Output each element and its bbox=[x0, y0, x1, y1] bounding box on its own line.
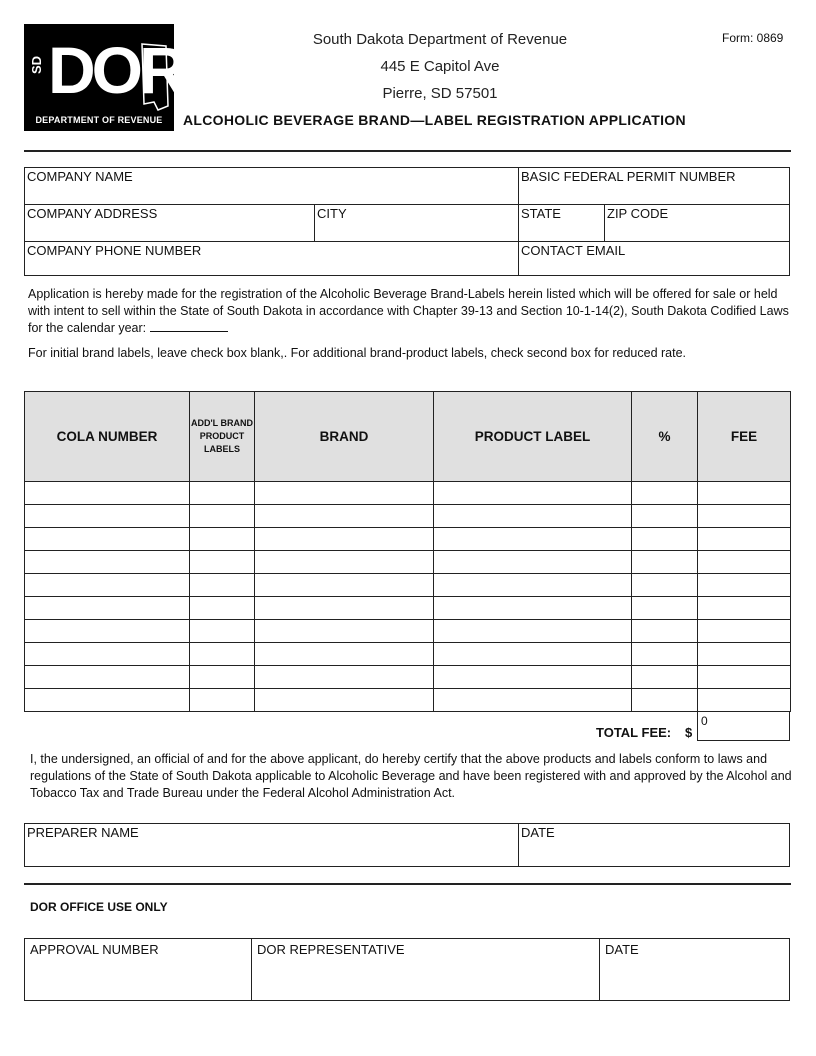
brand-cell[interactable] bbox=[255, 574, 434, 597]
brand-cell[interactable] bbox=[255, 689, 434, 712]
product-label-cell[interactable] bbox=[434, 597, 632, 620]
company-address-field[interactable] bbox=[24, 204, 315, 242]
total-fee-value: 0 bbox=[701, 714, 708, 728]
addl-labels-cell[interactable] bbox=[190, 643, 255, 666]
brand-cell[interactable] bbox=[255, 620, 434, 643]
dor-logo bbox=[24, 24, 183, 131]
addl-labels-cell[interactable] bbox=[190, 597, 255, 620]
preparer-date-label: DATE bbox=[521, 825, 555, 840]
brand-cell[interactable] bbox=[255, 505, 434, 528]
brand-label-table bbox=[24, 391, 791, 712]
table-row bbox=[25, 574, 791, 597]
phone-field[interactable] bbox=[24, 241, 519, 276]
cola-number-cell[interactable] bbox=[25, 551, 190, 574]
fee-cell[interactable] bbox=[698, 689, 791, 712]
addl-labels-cell[interactable] bbox=[190, 620, 255, 643]
total-fee-label: TOTAL FEE: bbox=[596, 725, 672, 740]
check-box-note: For initial brand labels, leave check box blank,. For additional brand-product labels, check second box for reduced rate. bbox=[28, 346, 687, 360]
addl-labels-cell[interactable] bbox=[190, 689, 255, 712]
cola-number-cell[interactable] bbox=[25, 597, 190, 620]
product-label-cell[interactable] bbox=[434, 666, 632, 689]
cola-number-cell[interactable] bbox=[25, 528, 190, 551]
company-address-label: COMPANY ADDRESS bbox=[27, 206, 158, 221]
company-name-field[interactable] bbox=[24, 167, 519, 205]
table-row bbox=[25, 551, 791, 574]
approval-number-label: APPROVAL NUMBER bbox=[30, 942, 159, 957]
office-use-heading: DOR OFFICE USE ONLY bbox=[30, 900, 168, 914]
fee-cell[interactable] bbox=[698, 482, 791, 505]
zip-code-field[interactable] bbox=[604, 204, 790, 242]
logo-subtitle: DEPARTMENT OF REVENUE bbox=[35, 115, 163, 125]
addl-labels-cell[interactable] bbox=[190, 666, 255, 689]
form-number: Form: 0869 bbox=[722, 31, 784, 45]
table-row bbox=[25, 505, 791, 528]
table-row bbox=[25, 666, 791, 689]
brand-cell[interactable] bbox=[255, 643, 434, 666]
header-divider bbox=[24, 150, 791, 152]
table-header-row bbox=[25, 392, 791, 482]
approval-number-field[interactable] bbox=[24, 938, 252, 1001]
brand-cell[interactable] bbox=[255, 666, 434, 689]
preparer-name-field[interactable] bbox=[24, 823, 519, 867]
preparer-name-label: PREPARER NAME bbox=[27, 825, 139, 840]
addl-labels-cell[interactable] bbox=[190, 551, 255, 574]
percent-cell[interactable] bbox=[632, 528, 698, 551]
preparer-date-field[interactable] bbox=[518, 823, 790, 867]
addl-labels-cell[interactable] bbox=[190, 574, 255, 597]
percent-cell[interactable] bbox=[632, 505, 698, 528]
federal-permit-field[interactable] bbox=[518, 167, 790, 205]
city-field[interactable] bbox=[314, 204, 519, 242]
logo-sd-text: SD bbox=[29, 55, 44, 74]
state-label: STATE bbox=[521, 206, 561, 221]
col-header-product-label: PRODUCT LABEL bbox=[434, 392, 632, 482]
agency-city: Pierre, SD 57501 bbox=[382, 85, 498, 102]
email-field[interactable] bbox=[518, 241, 790, 276]
cola-number-cell[interactable] bbox=[25, 482, 190, 505]
percent-cell[interactable] bbox=[632, 666, 698, 689]
total-currency: $ bbox=[685, 725, 693, 740]
percent-cell[interactable] bbox=[632, 620, 698, 643]
product-label-cell[interactable] bbox=[434, 528, 632, 551]
col-header-addl-labels: ADD'L BRAND PRODUCT LABELS bbox=[190, 392, 255, 482]
product-label-cell[interactable] bbox=[434, 551, 632, 574]
fee-cell[interactable] bbox=[698, 551, 791, 574]
page-title: ALCOHOLIC BEVERAGE BRAND—LABEL REGISTRATION APPLICATION bbox=[183, 112, 686, 128]
percent-cell[interactable] bbox=[632, 551, 698, 574]
table-row bbox=[25, 597, 791, 620]
cola-number-cell[interactable] bbox=[25, 689, 190, 712]
table-row bbox=[25, 689, 791, 712]
fee-cell[interactable] bbox=[698, 574, 791, 597]
office-date-label: DATE bbox=[605, 942, 639, 957]
percent-cell[interactable] bbox=[632, 482, 698, 505]
percent-cell[interactable] bbox=[632, 597, 698, 620]
percent-cell[interactable] bbox=[632, 643, 698, 666]
addl-labels-cell[interactable] bbox=[190, 505, 255, 528]
product-label-cell[interactable] bbox=[434, 643, 632, 666]
cola-number-cell[interactable] bbox=[25, 643, 190, 666]
email-label: CONTACT EMAIL bbox=[521, 243, 626, 258]
cola-number-cell[interactable] bbox=[25, 620, 190, 643]
cola-number-cell[interactable] bbox=[25, 505, 190, 528]
fee-cell[interactable] bbox=[698, 597, 791, 620]
table-row bbox=[25, 643, 791, 666]
zip-code-label: ZIP CODE bbox=[607, 206, 669, 221]
table-row bbox=[25, 528, 791, 551]
south-dakota-shape-icon bbox=[140, 40, 170, 112]
application-statement bbox=[28, 286, 792, 337]
product-label-cell[interactable] bbox=[434, 689, 632, 712]
phone-label: COMPANY PHONE NUMBER bbox=[27, 243, 202, 258]
dor-representative-field[interactable] bbox=[251, 938, 600, 1001]
calendar-year-blank[interactable] bbox=[150, 331, 228, 332]
col-header-cola-number: COLA NUMBER bbox=[25, 392, 190, 482]
table-row bbox=[25, 482, 791, 505]
brand-cell[interactable] bbox=[255, 482, 434, 505]
city-label: CITY bbox=[317, 206, 347, 221]
brand-cell[interactable] bbox=[255, 528, 434, 551]
state-field[interactable] bbox=[518, 204, 605, 242]
fee-cell[interactable] bbox=[698, 505, 791, 528]
product-label-cell[interactable] bbox=[434, 574, 632, 597]
table-row bbox=[25, 620, 791, 643]
product-label-cell[interactable] bbox=[434, 620, 632, 643]
company-name-label: COMPANY NAME bbox=[27, 169, 133, 184]
fee-cell[interactable] bbox=[698, 643, 791, 666]
certification-statement: I, the undersigned, an official of and for the above applicant, do hereby certify that the above products and labels conform to laws and regulations of the State of South Dakota applicable to Alcoholic Beverage and have been registered with and approved by the Alcohol and Tobacco Tax and Trade Bureau under the Federal Alcohol Administration Act. bbox=[30, 752, 792, 800]
addl-labels-cell[interactable] bbox=[190, 528, 255, 551]
fee-cell[interactable] bbox=[698, 620, 791, 643]
office-date-field[interactable] bbox=[599, 938, 790, 1001]
cola-number-cell[interactable] bbox=[25, 574, 190, 597]
table-body bbox=[25, 482, 791, 712]
col-header-percent: % bbox=[632, 392, 698, 482]
total-fee-input[interactable] bbox=[697, 711, 790, 741]
application-text: Application is hereby made for the registration of the Alcoholic Beverage Brand-Labels herein listed which will be offered for sale or held with intent to sell within the State of South Dakota in accordance with Chapter 39-13 and Section 10-1-14(2), South Dakota Codified Laws for the calendar year: bbox=[28, 287, 789, 335]
brand-cell[interactable] bbox=[255, 551, 434, 574]
office-divider bbox=[24, 883, 791, 885]
percent-cell[interactable] bbox=[632, 574, 698, 597]
federal-permit-label: BASIC FEDERAL PERMIT NUMBER bbox=[521, 169, 736, 184]
logo-main-text: DOR bbox=[48, 33, 183, 107]
addl-labels-cell[interactable] bbox=[190, 482, 255, 505]
product-label-cell[interactable] bbox=[434, 505, 632, 528]
fee-cell[interactable] bbox=[698, 528, 791, 551]
dor-representative-label: DOR REPRESENTATIVE bbox=[257, 942, 405, 957]
percent-cell[interactable] bbox=[632, 689, 698, 712]
fee-cell[interactable] bbox=[698, 666, 791, 689]
col-header-brand: BRAND bbox=[255, 392, 434, 482]
agency-address: 445 E Capitol Ave bbox=[380, 58, 500, 75]
col-header-fee: FEE bbox=[698, 392, 791, 482]
brand-cell[interactable] bbox=[255, 597, 434, 620]
agency-name: South Dakota Department of Revenue bbox=[312, 31, 568, 48]
cola-number-cell[interactable] bbox=[25, 666, 190, 689]
product-label-cell[interactable] bbox=[434, 482, 632, 505]
